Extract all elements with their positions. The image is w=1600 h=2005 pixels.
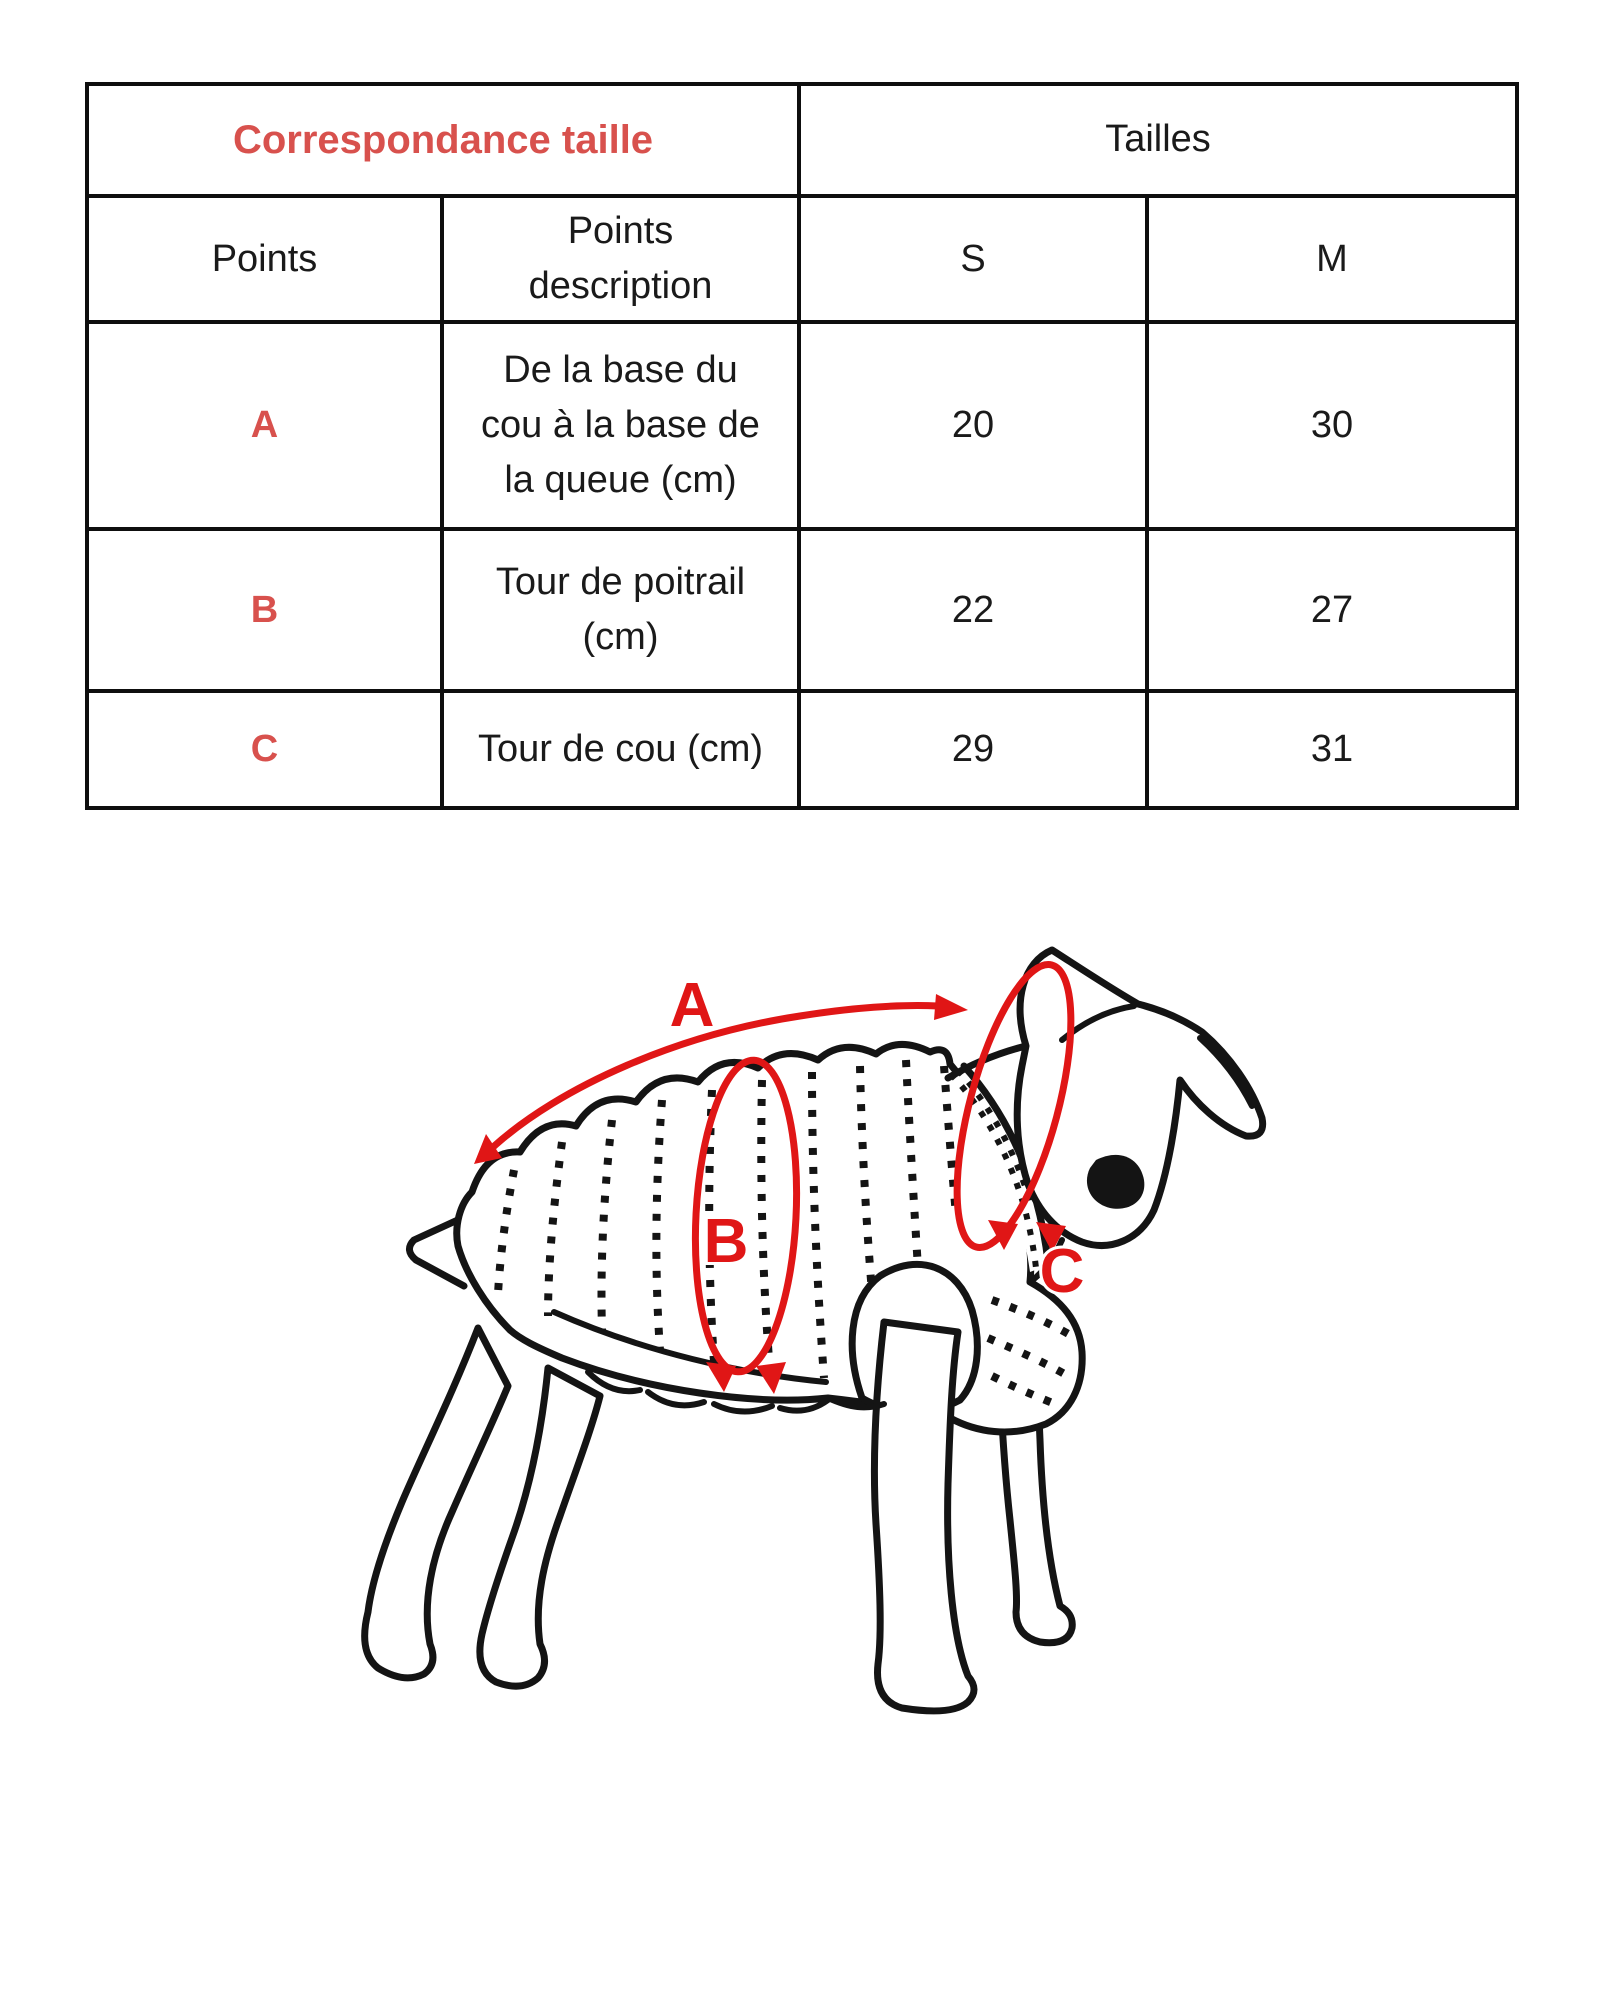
point-c-label: C (87, 691, 442, 808)
measurement-a-arrowhead-right (934, 994, 968, 1020)
point-a-description: De la base du cou à la base de la queue (cm) (442, 322, 799, 529)
col-header-size-s: S (799, 196, 1147, 322)
table-title: Correspondance taille (87, 84, 799, 196)
point-a-size-m: 30 (1147, 322, 1517, 529)
col-header-size-m: M (1147, 196, 1517, 322)
point-c-size-s: 29 (799, 691, 1147, 808)
label-a: A (669, 971, 715, 1040)
point-b-description: Tour de poitrail (cm) (442, 529, 799, 691)
point-b-size-m: 27 (1147, 529, 1517, 691)
col-header-description: Points description (442, 196, 799, 322)
point-a-label: A (87, 322, 442, 529)
point-b-label: B (87, 529, 442, 691)
point-c-description: Tour de cou (cm) (442, 691, 799, 808)
sizes-group-header: Tailles (799, 84, 1517, 196)
label-b: B (703, 1207, 749, 1276)
point-c-size-m: 31 (1147, 691, 1517, 808)
point-a-size-s: 20 (799, 322, 1147, 529)
col-header-points: Points (87, 196, 442, 322)
point-b-size-s: 22 (799, 529, 1147, 691)
label-c: C (1039, 1237, 1085, 1306)
dog-head (1017, 950, 1262, 1245)
